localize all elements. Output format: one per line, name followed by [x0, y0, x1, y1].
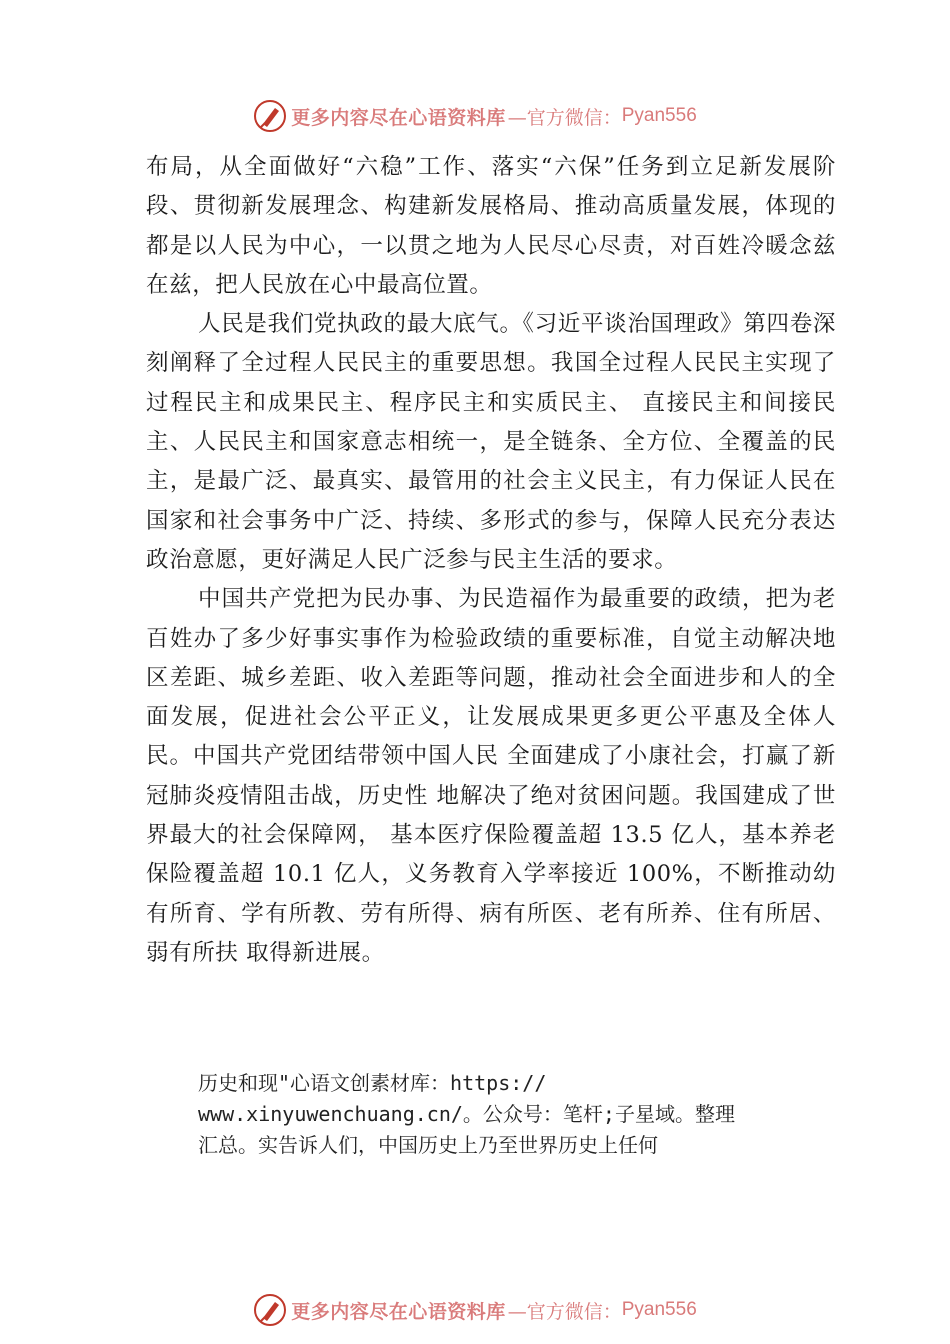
note-line: 历史和现"心语文创素材库：https:// — [198, 1071, 547, 1095]
header-wechat-id: Pyan556 — [621, 105, 697, 126]
pen-nib-logo-icon — [253, 1293, 287, 1327]
footer-title: 更多内容尽在心语资料库 — [291, 1300, 506, 1323]
paragraph-1: 布局，从全面做好“六稳”工作、落实“六保”任务到立足新发展阶段、贯彻新发展理念、构建新发展格局、推动高质量发展，体现的都是以人民为中心，一以贯之地为人民尽心尽责，对百姓冷暖念兹在兹，把人民放在心中最高位置。 — [146, 154, 836, 298]
footer-banner — [0, 1290, 950, 1330]
note-line: www.xinyuwenchuang.cn/。公众号：笔杆;子星域。整理 — [198, 1102, 735, 1126]
header-title: 更多内容尽在心语资料库 — [291, 106, 506, 129]
footer-wechat-id: Pyan556 — [621, 1299, 697, 1320]
footer-separator: —官方微信： — [507, 1300, 622, 1323]
header-separator: —官方微信： — [507, 106, 622, 129]
pen-nib-logo-icon — [253, 99, 287, 133]
paragraph-3: 中国共产党把为民办事、为民造福作为最重要的政绩，把为老百姓办了多少好事实事作为检验政绩的重要标准，自觉主动解决地区差距、城乡差距、收入差距等问题，推动社会全面进步和人的全面发展，促进社会公平正义，让发展成果更多更公平惠及全体人民。中国共产党团结带领中国人民 全面建成了小康社会，打赢了新冠肺炎疫情阻击战，历史性 地解决了绝对贫困问题。我国建成了世界最大的社会保障网， 基本医疗保险覆盖超 13.5 亿人，基本养老保险覆盖超 10.1 亿人，义务教育入学率接近 100%，不断推动幼有所育、学有所教、劳有所得、病有所医、老有所养、住有所居、弱有所扶 取得新进展。 — [146, 586, 836, 966]
paragraph-2: 人民是我们党执政的最大底气。《习近平谈治国理政》第四卷深刻阐释了全过程人民民主的重要思想。我国全过程人民民主实现了过程民主和成果民主、程序民主和实质民主、 直接民主和间接民主、人民民主和国家意志相统一，是全链条、全方位、全覆盖的民主，是最广泛、最真实、最管用的社会主义民主，有力保证人民在国家和社会事务中广泛、持续、多形式的参与，保障人民充分表达政治意愿，更好满足人民广泛参与民主生活的要求。 — [146, 311, 836, 573]
article-body — [146, 148, 836, 973]
source-note — [198, 1068, 838, 1161]
header-banner — [0, 96, 950, 136]
note-line: 汇总。实告诉人们，中国历史上乃至世界历史上任何 — [198, 1133, 658, 1157]
